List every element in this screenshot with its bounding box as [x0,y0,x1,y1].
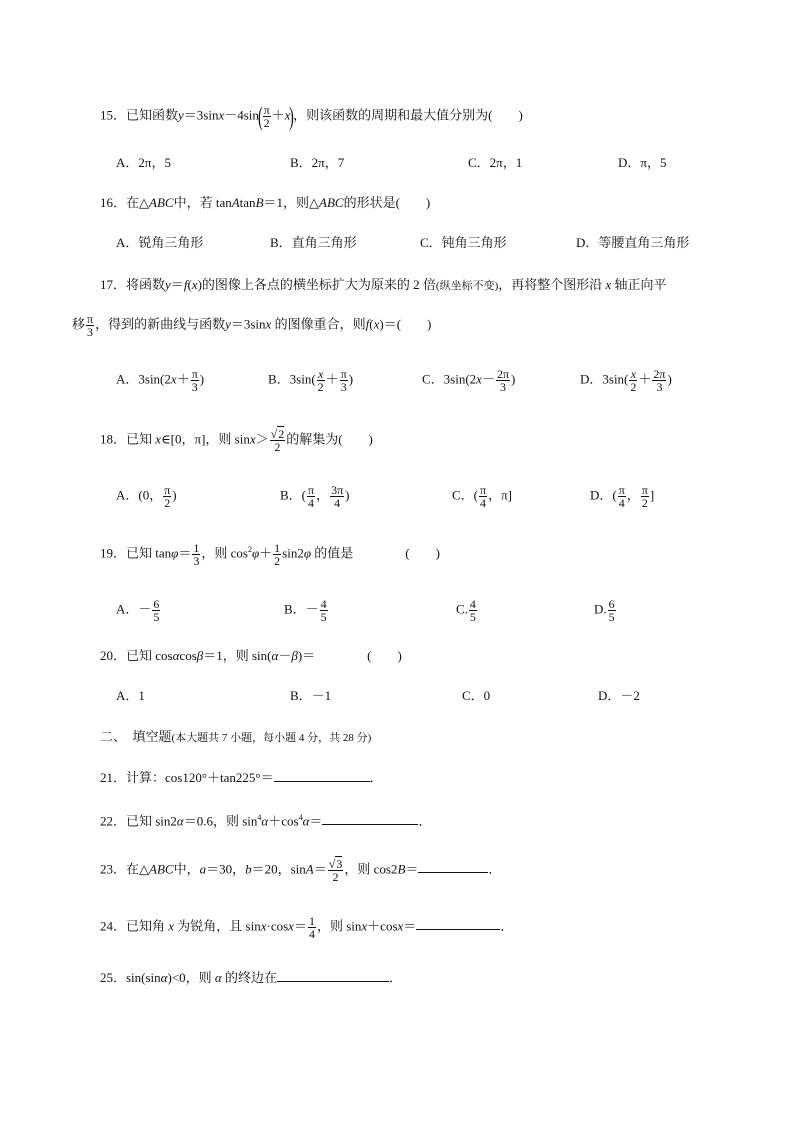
q19-option-d[interactable]: D. $\frac{6}{5}$ [594,597,615,624]
q16-option-b[interactable]: B．直角三角形 [270,235,357,250]
q16-option-a[interactable]: A．锐角三角形 [116,235,204,250]
q15-option-a[interactable]: A．2π，5 [116,155,171,170]
answer-blank[interactable] [277,968,389,982]
fraction: $\frac{√3}{2}$ [328,857,343,884]
q17-option-d[interactable]: D．3sin( $\frac{x}{2}$ ＋ $\frac{2\pi}{3}$ ) [580,367,672,394]
q15-option-b[interactable]: B．2π，7 [290,155,345,170]
question-21: 21．计算：cos120°＋tan225°＝ ． [100,770,383,785]
q18-option-d[interactable]: D．( $\frac{\pi}{4}$ ， $\frac{\pi}{2}$ ] [590,483,655,510]
fraction: $\frac{1}{3}$ [193,540,200,568]
section-heading: 二、 填空题(本大题共 7 小题，每小题 4 分，共 28 分) [100,729,372,744]
question-19: 19．已知 tanφ＝ $\frac{1}{3}$ ，则 $\cos^2\varphi+$ $\frac{1}{2}$ sin2φ 的值是 ( ) [100,540,440,568]
q19-option-b[interactable]: B．－ $\frac{4}{5}$ [284,597,327,624]
q17-option-c[interactable]: C．3sin(2x－ $\frac{2\pi}{3}$ ) [422,367,516,394]
fraction: $\frac{1}{4}$ [308,914,315,941]
q19-option-a[interactable]: A．－ $\frac{6}{5}$ [116,597,160,624]
q17-option-b[interactable]: B．3sin( $\frac{x}{2}$ ＋ $\frac{\pi}{3}$ ) [268,367,354,394]
answer-blank[interactable] [416,916,500,930]
answer-blank[interactable] [418,859,488,873]
question-18: 18．已知 x∈[0，π]，则 sinx＞ $\frac{√2}{2}$ 的解集为( ) [100,427,373,454]
answer-blank[interactable] [274,768,370,782]
q20-option-a[interactable]: A．1 [116,688,145,703]
question-25: 25．sin(sinα)<0，则 α 的终边在 ． [100,970,403,985]
question-24: 24．已知角 x 为锐角，且 sinx·cosx＝ $\frac{1}{4}$ ，则 sinx＋cosx＝ ． [100,914,514,941]
q20-option-c[interactable]: C．0 [462,688,491,703]
question-22: 22．已知 sin2α＝0.6，则 $\sin^4\alpha+\cos^4\alpha=$ ． [100,813,432,829]
q15-option-c[interactable]: C．2π，1 [468,155,523,170]
fraction: $\frac{\pi}{3}$ [87,312,94,339]
fraction: $\frac{\pi}{2}$ [263,103,270,130]
question-20: 20．已知 cosαcosβ＝1，则 sin(α－β)＝ ( ) [100,648,402,663]
q18-option-a[interactable]: A．(0， $\frac{\pi}{2}$ ) [116,483,177,510]
q16-option-c[interactable]: C．钝角三角形 [420,235,507,250]
q19-option-c[interactable]: C. $\frac{4}{5}$ [456,597,476,624]
question-17-line-2: 移 $\frac{\pi}{3}$ ，得到的新曲线与函数y＝3sinx 的图像重合，则f(x)＝( ) [72,312,432,339]
q16-option-d[interactable]: D．等腰直角三角形 [576,235,690,250]
question-15: 15．已知函数y＝3sinx－4sin( $\frac{\pi}{2}$ ＋x)，则该函数的周期和最大值分别为( ) [100,101,523,131]
question-23: 23．在△ABC中，a＝30，b＝20，sinA＝ $\frac{√3}{2}$ ，则 cos2B＝ ． [100,857,502,884]
question-17-line-1: 17．将函数y＝f(x)的图像上各点的横坐标扩大为原来的 2 倍(纵坐标不变)，再将整个图形沿 x 轴正向平 [100,277,667,292]
fraction: $\frac{1}{2}$ [274,540,281,568]
question-16: 16．在△ABC中，若 tanAtanB＝1，则△ABC的形状是( ) [100,195,431,210]
q18-option-b[interactable]: B．( $\frac{\pi}{4}$ ， $\frac{3\pi}{4}$ ) [280,483,350,510]
q18-option-c[interactable]: C．( $\frac{\pi}{4}$ ，π] [452,483,512,510]
q20-option-d[interactable]: D．－2 [598,688,640,703]
q17-option-a[interactable]: A．3sin(2x＋ $\frac{\pi}{3}$ ) [116,367,205,394]
fraction: $\frac{√2}{2}$ [270,427,285,454]
q15-option-d[interactable]: D．π，5 [618,155,667,170]
answer-blank[interactable] [322,811,418,825]
q20-option-b[interactable]: B．－1 [290,688,332,703]
